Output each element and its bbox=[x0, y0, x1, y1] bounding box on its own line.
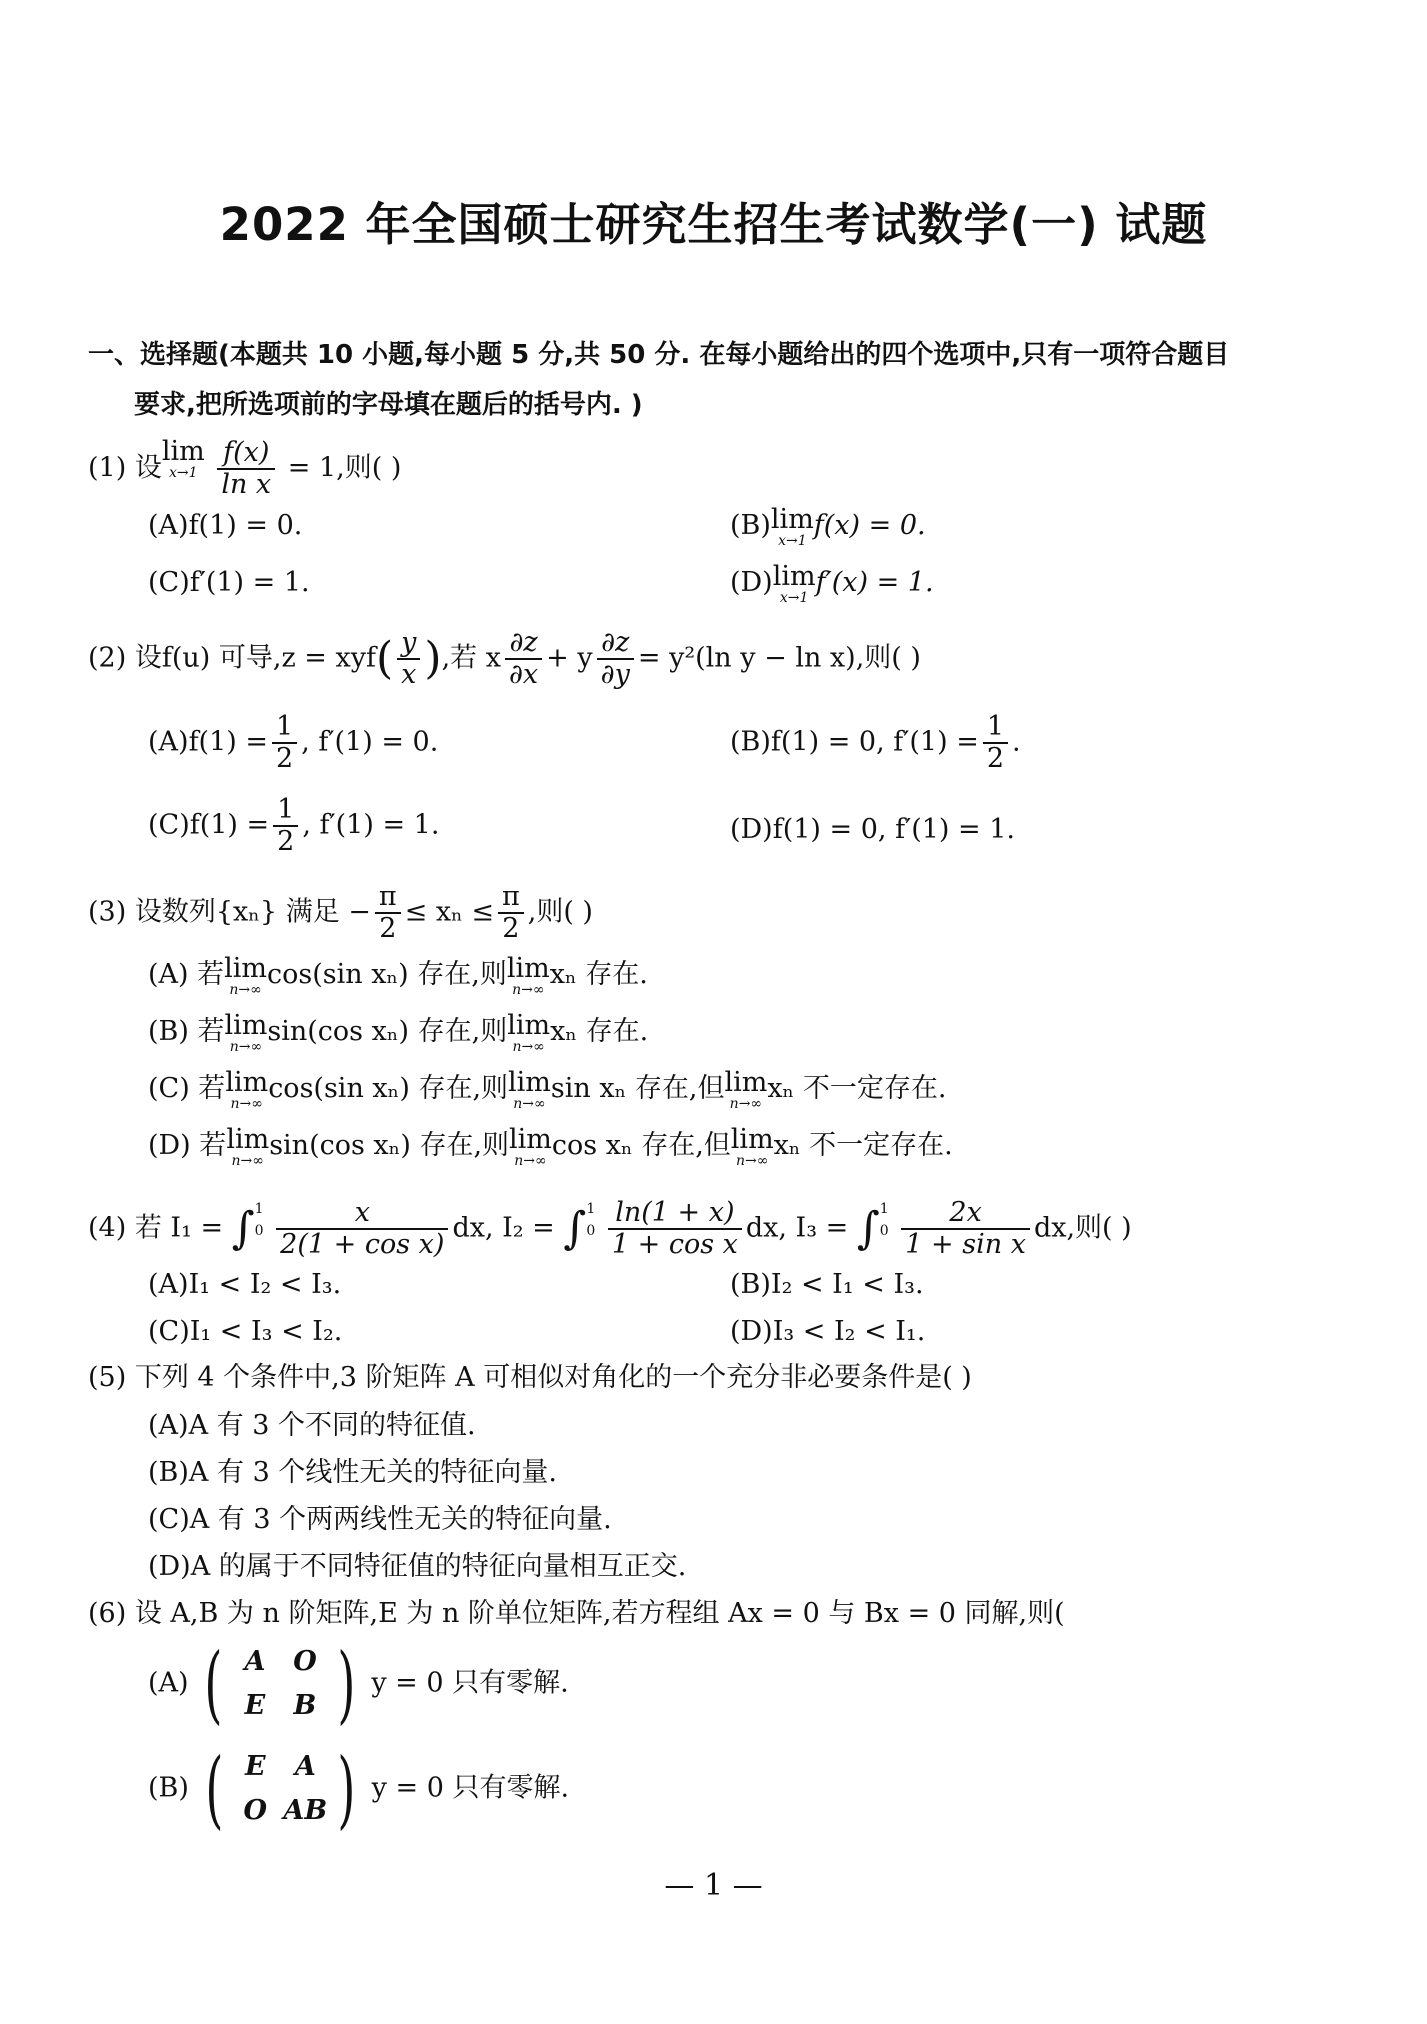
question-number: (6) bbox=[88, 1598, 127, 1629]
fraction: $\frac{\pi}{2}$ bbox=[375, 882, 401, 944]
option-c: (C)f′(1) = 1. bbox=[148, 567, 310, 598]
page-number: — 1 — bbox=[664, 1868, 763, 1903]
option-b: (B) lim x→1 f(x) = 0. bbox=[730, 504, 926, 549]
fraction: $\frac{1}{2}$ bbox=[272, 712, 297, 774]
question-1 bbox=[88, 438, 401, 500]
option-b: (B) ( E A O AB ) y = 0 只有零解. bbox=[148, 1740, 570, 1838]
integral-sign: ∫ bbox=[231, 1203, 255, 1254]
block-matrix: ( A O E B ) bbox=[204, 1635, 356, 1733]
question-number: (5) bbox=[88, 1362, 127, 1393]
fraction: $\frac{f(x)}{\text{ln x}}$ bbox=[217, 438, 275, 500]
limit: lim n→∞ bbox=[724, 1067, 768, 1112]
option-b: (B)A 有 3 个线性无关的特征向量. bbox=[148, 1457, 557, 1488]
limit: lim n→∞ bbox=[225, 1067, 269, 1112]
question-text: 设 A,B 为 n 阶矩阵,E 为 n 阶单位矩阵,若方程组 Ax = 0 与 Bx = 0 同解,则( bbox=[134, 1598, 1065, 1629]
q1-text-post: = 1,则( ) bbox=[287, 452, 402, 484]
question-6 bbox=[88, 1594, 1065, 1634]
question-5 bbox=[88, 1358, 972, 1398]
limit: lim x→1 bbox=[161, 436, 205, 481]
question-4: (4) 若 I₁ = ∫ 1 0 $\frac{x}{\text{2(1 + cos x)}}$ dx, I₂ = ∫ 1 0 $\frac{\ln(1 + x)}{\text{1 + cos x}}$ dx, I₃ = ∫ 1 0 $\frac{2x}{\text{1 + sin x}}$ dx,则( ) bbox=[88, 1197, 1132, 1260]
integral-bounds: 1 0 bbox=[879, 1201, 889, 1239]
fraction: $\frac{\pi}{2}$ bbox=[498, 882, 524, 944]
limit: lim n→∞ bbox=[509, 1124, 552, 1169]
q1-text-pre: 设 bbox=[134, 452, 162, 484]
question-number: (4) bbox=[88, 1212, 127, 1244]
option-a: (A)A 有 3 个不同的特征值. bbox=[148, 1410, 476, 1441]
question-number: (1) bbox=[88, 452, 127, 484]
limit: lim n→∞ bbox=[224, 1010, 268, 1055]
fraction: $\frac{2x}{\text{1 + sin x}}$ bbox=[901, 1198, 1030, 1260]
question-text: 下列 4 个条件中,3 阶矩阵 A 可相似对角化的一个充分非必要条件是( ) bbox=[134, 1362, 972, 1393]
integral-sign: ∫ bbox=[563, 1203, 587, 1254]
option-b: (B)f(1) = 0, f′(1) = $\frac{1}{2}$ . bbox=[730, 711, 1021, 774]
question-number: (3) bbox=[88, 896, 127, 928]
fraction: $\frac{1}{2}$ bbox=[273, 795, 298, 857]
fraction: $\frac{\partial z}{\partial x}$ bbox=[505, 628, 542, 690]
option-a: (A)I₁ < I₂ < I₃. bbox=[148, 1269, 342, 1300]
fraction: $\frac{\partial z}{\partial y}$ bbox=[597, 628, 634, 690]
question-3: (3) 设数列{xₙ} 满足 − $\frac{\pi}{2}$ ≤ xₙ ≤ $\frac{\pi}{2}$ ,则( ) bbox=[88, 881, 593, 944]
option-b: (B) 若 lim n→∞ sin(cos xₙ) 存在,则 lim n→∞ xₙ 存在. bbox=[148, 1010, 649, 1055]
integral-sign: ∫ bbox=[856, 1203, 880, 1254]
option-c: (C)I₁ < I₃ < I₂. bbox=[148, 1316, 343, 1347]
block-matrix: ( E A O AB ) bbox=[204, 1740, 356, 1838]
page-title: 2022 年全国硕士研究生招生考试数学(一) 试题 bbox=[219, 198, 1208, 251]
limit: lim x→1 bbox=[770, 504, 814, 549]
option-a: (A) ( A O E B ) y = 0 只有零解. bbox=[148, 1635, 569, 1733]
option-c: (C)f(1) = $\frac{1}{2}$ , f′(1) = 1. bbox=[148, 794, 440, 857]
fraction: $\frac{\ln(1 + x)}{\text{1 + cos x}}$ bbox=[608, 1198, 742, 1260]
limit: lim n→∞ bbox=[226, 1124, 270, 1169]
option-d: (D)f(1) = 0, f′(1) = 1. bbox=[730, 814, 1016, 845]
option-d: (D)A 的属于不同特征值的特征向量相互正交. bbox=[148, 1551, 687, 1582]
limit: lim n→∞ bbox=[224, 953, 268, 998]
integral-bounds: 1 0 bbox=[586, 1201, 596, 1239]
section-instructions-line2: 要求,把所选项前的字母填在题后的括号内. ) bbox=[134, 390, 643, 420]
fraction: $\frac{x}{\text{2(1 + cos x)}}$ bbox=[276, 1198, 448, 1260]
option-d: (D)I₃ < I₂ < I₁. bbox=[730, 1316, 926, 1347]
limit: lim n→∞ bbox=[506, 953, 550, 998]
option-d: (D) 若 lim n→∞ sin(cos xₙ) 存在,则 lim n→∞ cos xₙ 存在,但 lim n→∞ xₙ 不一定存在. bbox=[148, 1124, 953, 1169]
limit: lim n→∞ bbox=[730, 1124, 774, 1169]
option-a: (A)f(1) = $\frac{1}{2}$ , f′(1) = 0. bbox=[148, 711, 439, 774]
limit: lim n→∞ bbox=[508, 1067, 551, 1112]
section-instructions bbox=[88, 330, 1338, 430]
section-instructions-line1: 一、选择题(本题共 10 小题,每小题 5 分,共 50 分. 在每小题给出的四个选项中,只有一项符合题目 bbox=[88, 340, 1230, 370]
question-2: (2) 设f(u) 可导,z = xyf( $\frac{y}{x}$ ),若 x $\frac{\partial z}{\partial x}$ + y $\frac{\partial z}{\partial y}$ = y²(ln y − ln x),则( ) bbox=[88, 627, 921, 690]
option-a: (A) 若 lim n→∞ cos(sin xₙ) 存在,则 lim n→∞ xₙ 存在. bbox=[148, 953, 648, 998]
fraction: $\frac{1}{2}$ bbox=[983, 712, 1008, 774]
limit: lim x→1 bbox=[772, 561, 816, 606]
limit: lim n→∞ bbox=[507, 1010, 551, 1055]
fraction: $\frac{y}{x}$ bbox=[397, 628, 420, 690]
question-number: (2) bbox=[88, 642, 127, 674]
option-a: (A)f(1) = 0. bbox=[148, 510, 303, 541]
option-d: (D) lim x→1 f′(x) = 1. bbox=[730, 561, 934, 606]
option-c: (C) 若 lim n→∞ cos(sin xₙ) 存在,则 lim n→∞ sin xₙ 存在,但 lim n→∞ xₙ 不一定存在. bbox=[148, 1067, 947, 1112]
integral-bounds: 1 0 bbox=[254, 1201, 264, 1239]
option-c: (C)A 有 3 个两两线性无关的特征向量. bbox=[148, 1504, 612, 1535]
option-b: (B)I₂ < I₁ < I₃. bbox=[730, 1269, 924, 1300]
